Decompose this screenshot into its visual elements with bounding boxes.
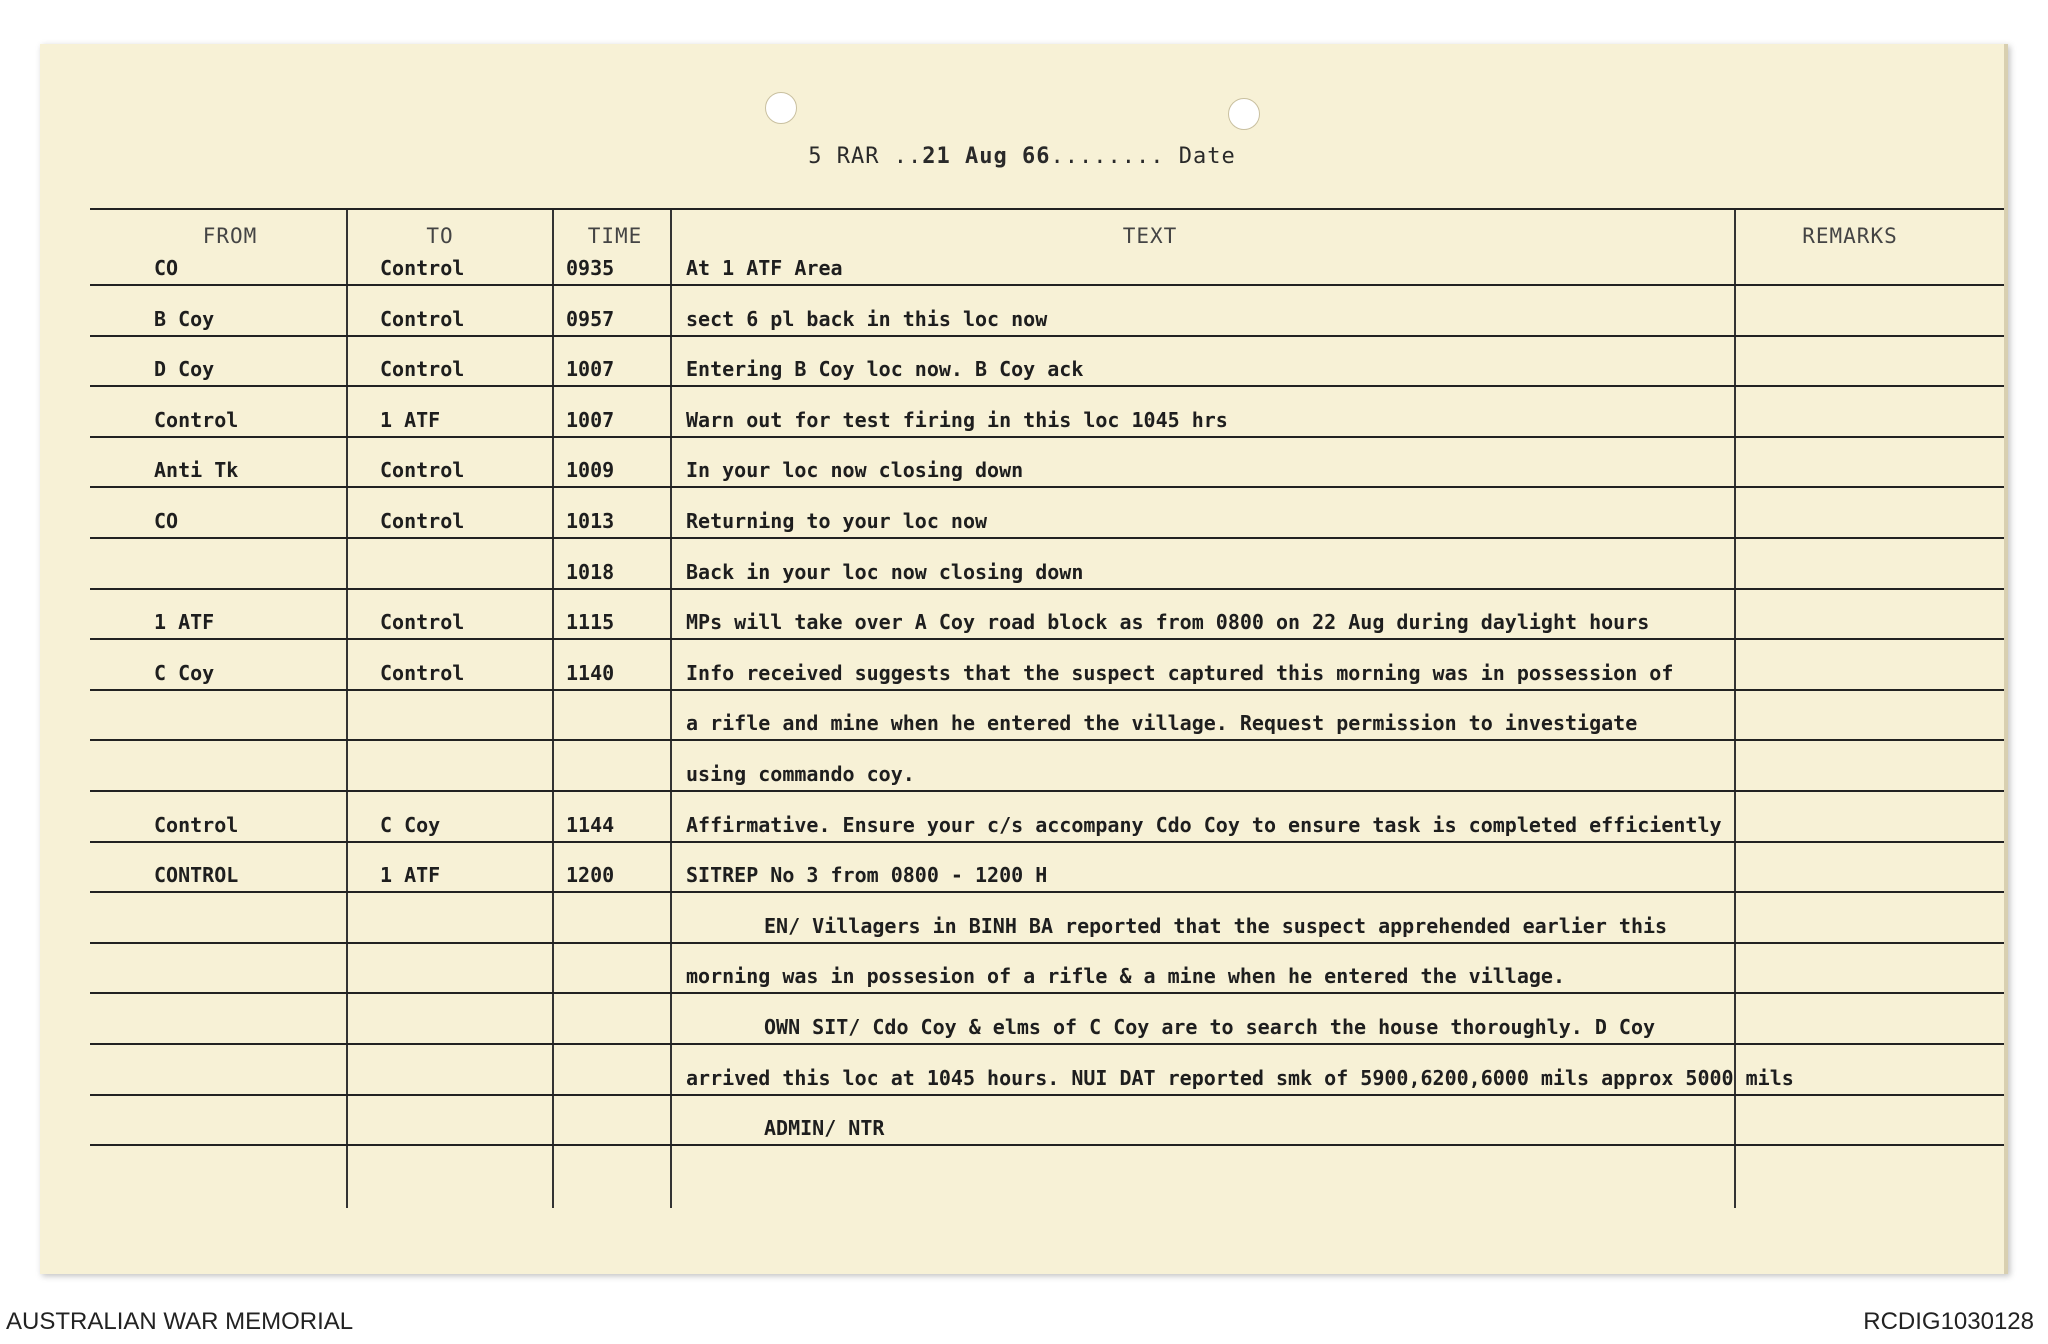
row-rule: [90, 335, 2004, 337]
row-rule: [90, 790, 2004, 792]
row-text: OWN SIT/ Cdo Coy & elms of C Coy are to search the house thoroughly. D Coy: [764, 1015, 1656, 1039]
row-time: 1018: [566, 559, 615, 584]
row-to: Control: [380, 306, 465, 331]
row-to: Control: [380, 357, 465, 382]
row-time: 1007: [566, 357, 615, 382]
log-row: [40, 863, 2004, 913]
row-time: 1200: [566, 863, 615, 888]
row-time: 1115: [566, 610, 615, 635]
row-from: D Coy: [154, 357, 215, 382]
row-from: CONTROL: [154, 863, 239, 888]
row-text: ADMIN/ NTR: [764, 1116, 885, 1141]
row-text: Back in your loc now closing down: [686, 559, 1084, 584]
row-text: MPs will take over A Coy road block as from 0800 on 22 Aug during daylight hours: [686, 610, 1650, 635]
log-row: [40, 964, 2004, 1014]
row-text: arrived this loc at 1045 hours. NUI DAT reported smk of 5900,6200,6000 mils approx 5000 mils: [686, 1065, 1794, 1090]
row-time: 1144: [566, 812, 615, 837]
row-text: Entering B Coy loc now. B Coy ack: [686, 357, 1084, 382]
log-row: [40, 762, 2004, 812]
row-time: 1013: [566, 509, 615, 533]
row-from: C Coy: [154, 660, 215, 685]
row-rule: [90, 385, 2004, 387]
row-text: Affirmative. Ensure your c/s accompany Cdo Coy to ensure task is completed efficiently: [686, 812, 1722, 837]
row-to: 1 ATF: [380, 407, 441, 432]
footer-reference: RCDIG1030128: [1863, 1308, 2034, 1335]
row-rule: [90, 486, 2004, 488]
log-row: [40, 914, 2004, 964]
log-row: [40, 256, 2004, 306]
row-time: 1140: [566, 660, 615, 685]
row-to: C Coy: [380, 812, 441, 837]
date-label: Date: [1178, 144, 1236, 169]
row-text: sect 6 pl back in this loc now: [686, 306, 1048, 331]
row-rule: [90, 1043, 2004, 1045]
row-to: Control: [380, 660, 465, 685]
punch-hole-left: [765, 92, 797, 124]
row-rule: [90, 1144, 2004, 1146]
row-text: Warn out for test firing in this loc 1045 hrs: [686, 407, 1228, 432]
row-to: Control: [380, 610, 465, 635]
row-from: Control: [154, 407, 239, 432]
row-text: Info received suggests that the suspect captured this morning was in possession of: [686, 660, 1674, 685]
row-to: Control: [380, 509, 465, 533]
row-rule: [90, 1094, 2004, 1096]
row-rule: [90, 284, 2004, 286]
log-sheet: [40, 44, 2008, 1274]
row-to: Control: [380, 256, 465, 280]
row-rule: [90, 689, 2004, 691]
row-from: Control: [154, 812, 239, 837]
column-header-remarks: REMARKS: [1802, 224, 1898, 248]
column-header-text: TEXT: [1122, 224, 1178, 248]
log-row: [40, 1066, 2004, 1116]
sheet-header: 5 RAR ..21 Aug 66........ Date: [808, 144, 1236, 169]
log-row: [40, 661, 2004, 711]
punch-hole-right: [1228, 98, 1260, 130]
footer-institution: AUSTRALIAN WAR MEMORIAL: [6, 1308, 354, 1335]
row-rule: [90, 841, 2004, 843]
row-from: B Coy: [154, 306, 215, 331]
row-from: CO: [154, 256, 179, 280]
row-to: 1 ATF: [380, 863, 441, 888]
log-row: [40, 610, 2004, 660]
row-rule: [90, 588, 2004, 590]
log-row: [40, 813, 2004, 863]
row-rule: [90, 436, 2004, 438]
log-row: [40, 1116, 2004, 1166]
row-from: 1 ATF: [154, 610, 215, 635]
row-text: EN/ Villagers in BINH BA reported that the suspect apprehended earlier this: [764, 913, 1668, 938]
row-text: a rifle and mine when he entered the village. Request permission to investigate: [686, 711, 1638, 736]
row-time: 0957: [566, 306, 615, 331]
row-rule: [90, 891, 2004, 893]
log-row: [40, 408, 2004, 458]
row-text: At 1 ATF Area: [686, 256, 843, 280]
row-rule: [90, 739, 2004, 741]
log-row: [40, 357, 2004, 407]
log-row: [40, 509, 2004, 559]
row-time: 1007: [566, 407, 615, 432]
row-time: 0935: [566, 256, 615, 280]
log-row: [40, 1015, 2004, 1065]
row-text: Returning to your loc now: [686, 509, 988, 533]
column-header-from: FROM: [202, 224, 258, 248]
log-row: [40, 458, 2004, 508]
row-to: Control: [380, 458, 465, 483]
unit-label: 5 RAR: [808, 144, 880, 169]
row-from: Anti Tk: [154, 458, 239, 483]
log-row: [40, 711, 2004, 761]
column-header-time: TIME: [587, 224, 643, 248]
column-header-to: TO: [426, 224, 454, 248]
row-text: SITREP No 3 from 0800 - 1200 H: [686, 863, 1048, 888]
row-rule: [90, 537, 2004, 539]
log-row: [40, 307, 2004, 357]
row-rule: [90, 942, 2004, 944]
date-value: 21 Aug 66: [922, 144, 1051, 169]
row-from: CO: [154, 509, 179, 533]
row-rule: [90, 992, 2004, 994]
row-text: using commando coy.: [686, 762, 915, 786]
row-text: morning was in possesion of a rifle & a mine when he entered the village.: [686, 964, 1565, 989]
row-rule: [90, 638, 2004, 640]
log-row: [40, 560, 2004, 610]
row-time: 1009: [566, 458, 615, 483]
row-text: In your loc now closing down: [686, 458, 1024, 483]
header-rule: [90, 208, 2004, 210]
